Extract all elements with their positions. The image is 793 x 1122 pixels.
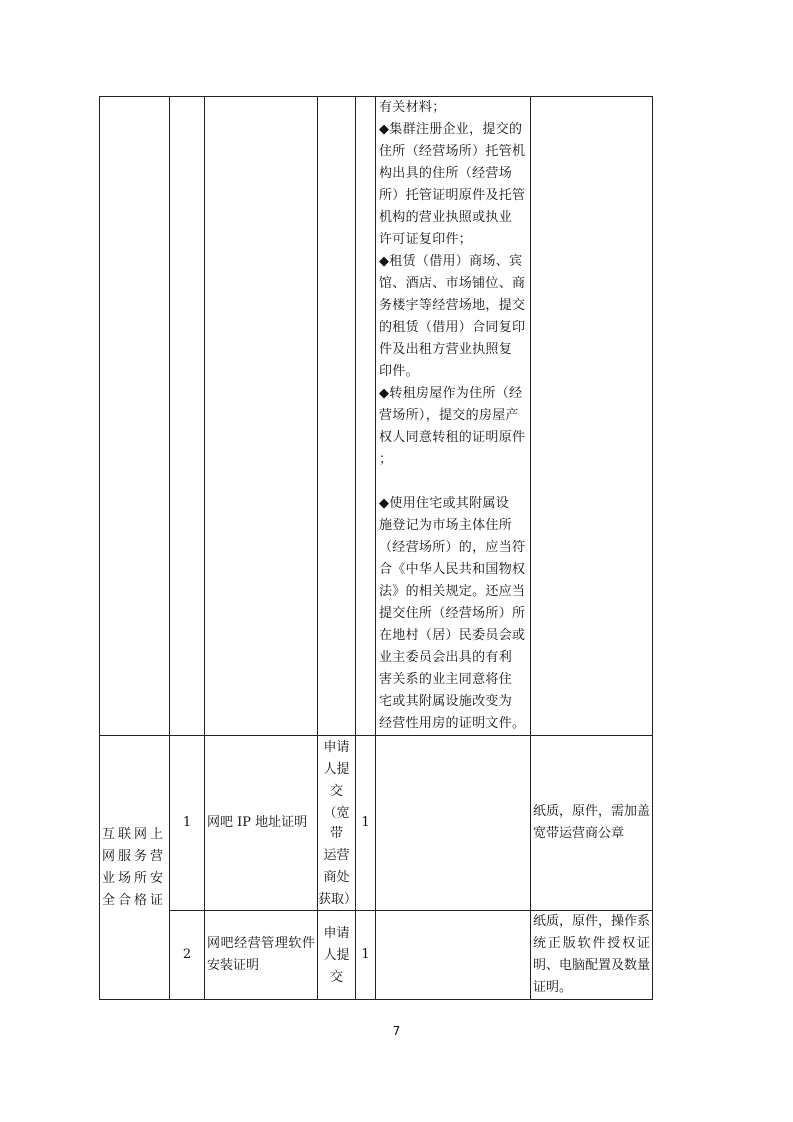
materials-line: 件及出租方营业执照复 xyxy=(379,342,513,357)
materials-line: （经营场所）的，应当符 xyxy=(379,540,526,555)
materials-line: 业主委员会出具的有利 xyxy=(379,650,513,665)
materials-line: 宅或其附属设施改变为 xyxy=(379,694,513,709)
materials-line: 营场所），提交的房屋产 xyxy=(379,408,519,423)
license-name-line: 互联网上 xyxy=(102,826,167,842)
material-name: 网吧 IP 地址证明 xyxy=(207,815,308,830)
source-line: 申请 xyxy=(323,926,350,941)
notes-cell xyxy=(376,736,531,911)
license-name-line: 业场所安 xyxy=(102,870,167,886)
license-name-line: 全合格证 xyxy=(102,892,167,908)
seq-cell xyxy=(170,736,205,911)
materials-line: 馆、酒店、市场铺位、商 xyxy=(379,276,526,291)
source-line: 交 xyxy=(329,970,343,985)
continuation-row xyxy=(100,97,653,736)
materials-line: 务楼宇等经营场地，提交 xyxy=(379,298,526,313)
material-name-cell xyxy=(205,911,318,1000)
license-name-cell xyxy=(100,736,170,1000)
materials-line: 合《中华人民共和国物权 xyxy=(379,562,526,577)
materials-line: 害关系的业主同意将住 xyxy=(379,672,513,687)
materials-requirements-cell xyxy=(376,97,531,736)
copies-value: 1 xyxy=(361,947,370,962)
materials-line: 印件。 xyxy=(379,364,419,379)
source-line: 运营 xyxy=(323,848,350,863)
copies-cell xyxy=(356,911,376,1000)
materials-line: ； xyxy=(379,452,393,467)
remarks-cell xyxy=(531,736,653,911)
copies-value: 1 xyxy=(361,815,370,830)
materials-line: ◆租赁（借用）商场、宾 xyxy=(379,254,523,269)
remarks-cell xyxy=(531,911,653,1000)
materials-line: 有关材料； xyxy=(379,100,446,115)
material-name-cell xyxy=(205,736,318,911)
source-cell-empty xyxy=(318,97,356,736)
materials-line: 机构的营业执照或执业 xyxy=(379,210,513,225)
source-line: 申请 xyxy=(323,740,350,755)
copies-cell xyxy=(356,736,376,911)
license-name-line: 网服务营 xyxy=(102,848,167,864)
table-row xyxy=(100,736,653,911)
remarks-text: 纸质，原件，需加盖宽带运营商公章 xyxy=(533,804,651,841)
materials-line: 构出具的住所（经营场 xyxy=(379,166,513,181)
material-name: 网吧经营管理软件安装证明 xyxy=(207,936,315,973)
materials-line xyxy=(376,471,530,493)
source-line: 获取） xyxy=(318,892,358,907)
remarks-text: 纸质，原件，操作系统正版软件授权证明、电脑配置及数量证明。 xyxy=(533,914,651,995)
page-number: 7 xyxy=(392,1024,401,1038)
material-cell-empty xyxy=(205,97,318,736)
materials-table xyxy=(99,96,653,1000)
materials-line: 的租赁（借用）合同复印 xyxy=(379,320,526,335)
materials-line: 提交住所（经营场所）所 xyxy=(379,606,526,621)
notes-cell xyxy=(376,911,531,1000)
materials-line: 许可证复印件； xyxy=(379,232,473,247)
license-cell-empty xyxy=(100,97,170,736)
materials-line: 住所（经营场所）托管机 xyxy=(379,144,526,159)
copies-cell-empty xyxy=(356,97,376,736)
source-line: 人提 xyxy=(323,948,350,963)
seq-number: 1 xyxy=(182,815,192,830)
source-line: 商处 xyxy=(323,870,350,885)
materials-line: 所）托管证明原件及托管 xyxy=(379,188,526,203)
remarks-cell-empty xyxy=(531,97,653,736)
materials-line: 施登记为市场主体住所 xyxy=(379,518,513,533)
seq-cell-empty xyxy=(170,97,205,736)
source-cell xyxy=(318,736,356,911)
source-line: （宽带 xyxy=(323,806,350,841)
materials-line: 在地村（居）民委员会或 xyxy=(379,628,526,643)
materials-line: ◆使用住宅或其附属设 xyxy=(379,496,509,511)
materials-line: 经营性用房的证明文件。 xyxy=(379,716,526,731)
materials-line: 权人同意转租的证明原件 xyxy=(379,430,526,445)
materials-line: ◆集群注册企业，提交的 xyxy=(379,122,523,137)
seq-number: 2 xyxy=(182,947,192,962)
source-line: 人提 xyxy=(323,762,350,777)
source-cell xyxy=(318,911,356,1000)
materials-line: ◆转租房屋作为住所（经 xyxy=(379,386,523,401)
materials-line: 法》的相关规定。还应当 xyxy=(379,584,526,599)
source-line: 交 xyxy=(329,784,343,799)
seq-cell xyxy=(170,911,205,1000)
table-row xyxy=(100,911,653,1000)
